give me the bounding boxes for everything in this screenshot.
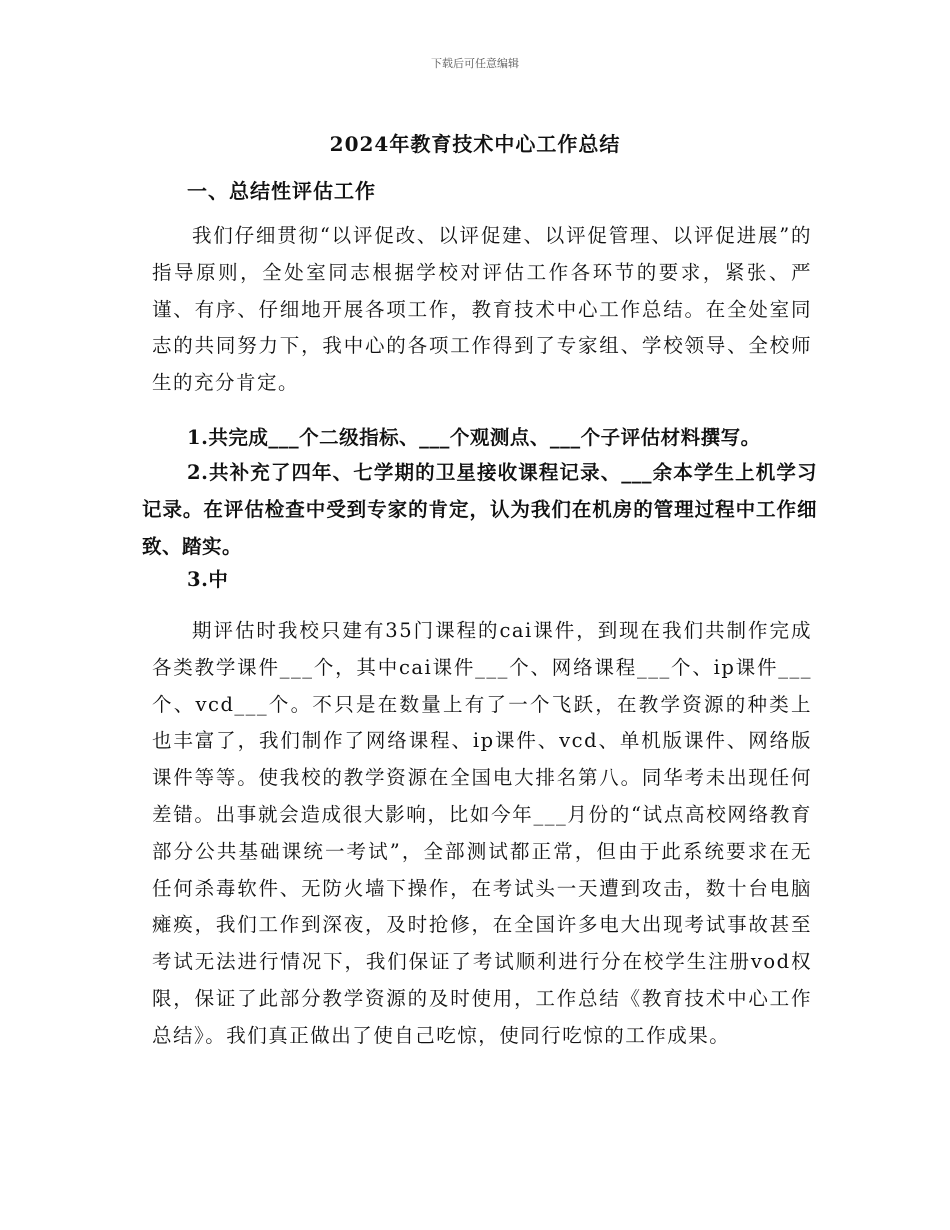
body-paragraph: 期评估时我校只建有35门课程的cai课件，到现在我们共制作完成各类教学课件___个，其中cai课件___个、网络课程___个、ip课件___个、vcd___个。不只是在数量上有了一个飞跃，在教学资源的种类上也丰富了，我们制作了网络课程、ip课件、vcd、单机版课件、网络版课件等等。使我校的教学资源在全国电大排名第八。同华考未出现任何差错。出事就会造成很大影响，比如今年___月份的“试点高校网络教育部分公共基础课统一考试”，全部测试都正常，但由于此系统要求在无任何杀毒软件、无防火墙下操作，在考试头一天遭到攻击，数十台电脑瘫痪，我们工作到深夜，及时抢修，在全国许多电大出现考试事故甚至考试无法进行情况下，我们保证了考试顺利进行分在校学生注册vod权限，保证了此部分教学资源的及时使用，工作总结《教育技术中心工作总结》。我们真正做出了使自己吃惊，使同行吃惊的工作成果。 (152, 619, 812, 1047)
list-item-3: 3.中 (187, 568, 229, 591)
list-item-1: 1.共完成___个二级指标、___个观测点、___个子评估材料撰写。 (187, 426, 761, 449)
page-header-note: 下载后可任意编辑 (431, 57, 519, 70)
body-paragraph: 我们仔细贯彻“以评促改、以评促建、以评促管理、以评促进展”的指导原则，全处室同志根据学校对评估工作各环节的要求，紧张、严谨、有序、仔细地开展各项工作，教育技术中心工作总结。在全处室同志的共同努力下，我中心的各项工作得到了专家组、学校领导、全校师生的充分肯定。 (152, 224, 812, 395)
document-title: 2024年教育技术中心工作总结 (329, 132, 621, 156)
list-item-2: 2.共补充了四年、七学期的卫星接收课程记录、___余本学生上机学习记录。在评估检查中受到专家的肯定，认为我们在机房的管理过程中工作细致、踏实。 (142, 461, 817, 558)
section-heading: 一、总结性评估工作 (187, 179, 376, 203)
